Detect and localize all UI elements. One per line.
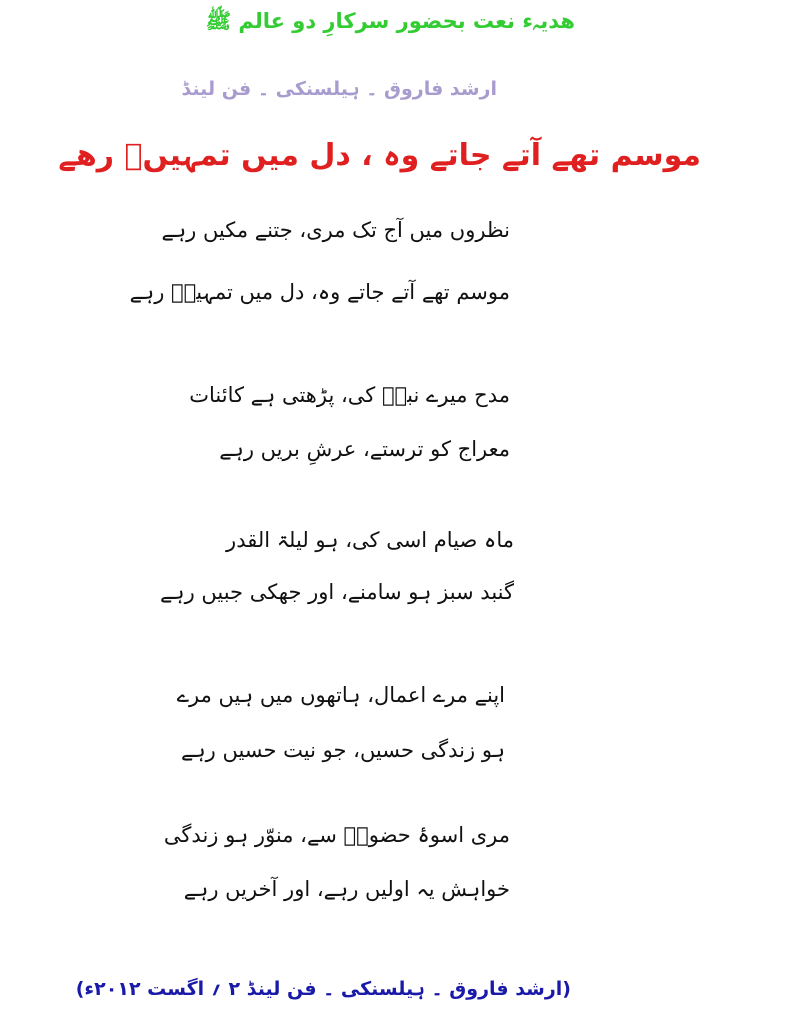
- author-line: ارشد فاروق ۔ ہیلسنکی ۔ فن لینڈ: [181, 78, 497, 100]
- verse-line: مری اسوۂ حضورؐ سے، منوّر ہو زندگی: [163, 823, 510, 847]
- verse-line: مدح میرے نبیؐ کی، پڑھتی ہے کائنات: [189, 383, 510, 407]
- footer-signature: (ارشد فاروق ۔ ہیلسنکی ۔ فن لینڈ ۲ ؍ اگست ۲۰۱۲ء): [75, 978, 571, 1000]
- verse-line: گنبد سبز ہو سامنے، اور جھکی جبیں رہے: [159, 580, 514, 604]
- verse-line: نظروں میں آج تک مری، جتنے مکیں رہے: [161, 218, 510, 242]
- verse-line: ماہ صیام اسی کی، ہو لیلۃ القدر: [226, 528, 514, 552]
- verse-line: خواہش یہ اولیں رہے، اور آخریں رہے: [183, 877, 510, 901]
- verse-line: موسم تھے آتے جاتے وہ، دل میں تمہیںؐ رہے: [129, 280, 510, 304]
- verse-line: ہو زندگی حسیں، جو نیت حسیں رہے: [181, 738, 505, 762]
- verse-line: اپنے مرے اعمال، ہاتھوں میں ہیں مرے: [176, 683, 505, 707]
- poem-title: موسم تھے آتے جاتے وہ ، دل میں تمہیںؐ رھے: [58, 138, 701, 173]
- dedication-heading: ھدیہء نعت بحضور سرکارِ دو عالم ﷺ: [205, 9, 575, 33]
- verse-line: معراج کو ترستے، عرشِ بریں رہے: [219, 437, 510, 461]
